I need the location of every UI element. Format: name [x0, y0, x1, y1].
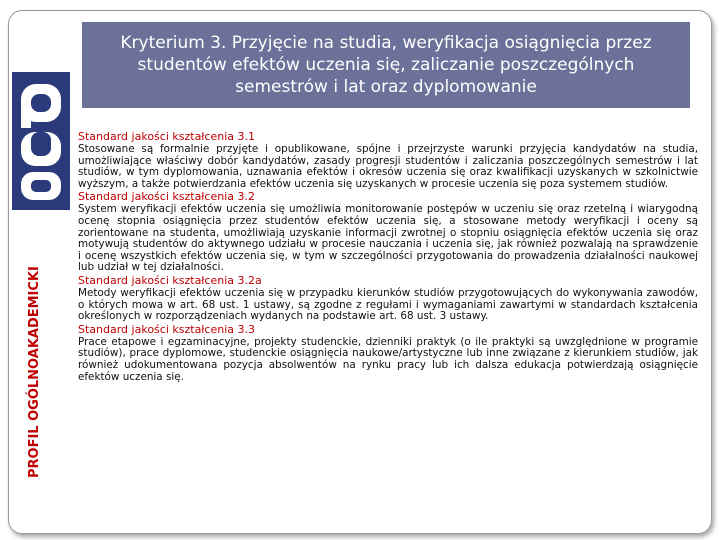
standard-text: Stosowane są formalnie przyjęte i opublikowane, spójne i przejrzyste warunki przyjęcia kandydatów na studia, umożliwiające właściwy dobór kandydatów, zasady progresji studentów i zaliczania poszczególnych semestrów i lat studiów, w tym dyplomowania, uznawania efektów i okresów uczenia się oraz kwalifikacji uzyskanych w szkolnictwie wyższym, a także potwierdzania efektów uczenia się uzyskanych w procesie uczenia się poza systemem studiów.	[78, 143, 698, 190]
title-banner	[82, 22, 690, 108]
standard-heading: Standard jakości kształcenia 3.3	[78, 322, 256, 336]
standard-heading: Standard jakości kształcenia 3.1	[78, 130, 256, 143]
standard-text: System weryfikacji efektów uczenia się umożliwia monitorowanie postępów w uczeniu się oraz rzetelną i wiarygodną ocenę stopnia osiągnięcia przez studentów efektów uczenia się, a stosowane metody weryfikacji i oceny są zorientowane na studenta, umożliwiają uzyskanie informacji zwrotnej o stopniu osiągnięcia efektów uczenia się oraz motywują studentów do aktywnego udziału w procesie nauczania i uczenia się, jak również pozwalają na sprawdzenie i ocenę wszystkich efektów uczenia się, w tym w szczególności przygotowania do prowadzenia działalności naukowej lub udział w tej działalności.	[78, 203, 698, 274]
profile-label: PROFIL OGÓLNOAKADEMICKI	[27, 266, 42, 478]
standard-heading: Standard jakości kształcenia 3.2	[78, 190, 256, 204]
standard-block	[78, 130, 698, 190]
standard-block	[78, 190, 698, 274]
standard-text: Metody weryfikacji efektów uczenia się w przypadku kierunków studiów przygotowujących do wykonywania zawodów, o których mowa w art. 68 ust. 1 ustawy, są zgodne z regułami i wymaganiami zawartymi w standardach kształcenia określonych w rozporządzeniach wydanych na podstawie art. 68 ust. 3 ustawy.	[78, 286, 698, 323]
standard-heading: Standard jakości kształcenia 3.2a	[78, 273, 262, 287]
standard-block	[78, 323, 698, 383]
pka-logo-icon	[12, 72, 70, 210]
standard-text: Prace etapowe i egzaminacyjne, projekty studenckie, dzienniki praktyk (o ile praktyki są uwzględnione w programie studiów), prace dyplomowe, studenckie osiągnięcia naukowe/artystyczne lub inne związane z kierunkiem studiów, jak również udokumentowana pozycja absolwentów na rynku pracy lub ich dalsza edukacja potwierdzają osiągnięcie efektów uczenia się.	[78, 335, 698, 383]
standards-list	[78, 130, 698, 383]
standard-block	[78, 274, 698, 323]
slide-title: Kryterium 3. Przyjęcie na studia, weryfikacja osiągnięcia przez studentów efektów uczenia się, zaliczanie poszczególnych semestrów i lat oraz dyplomowanie	[120, 33, 652, 97]
